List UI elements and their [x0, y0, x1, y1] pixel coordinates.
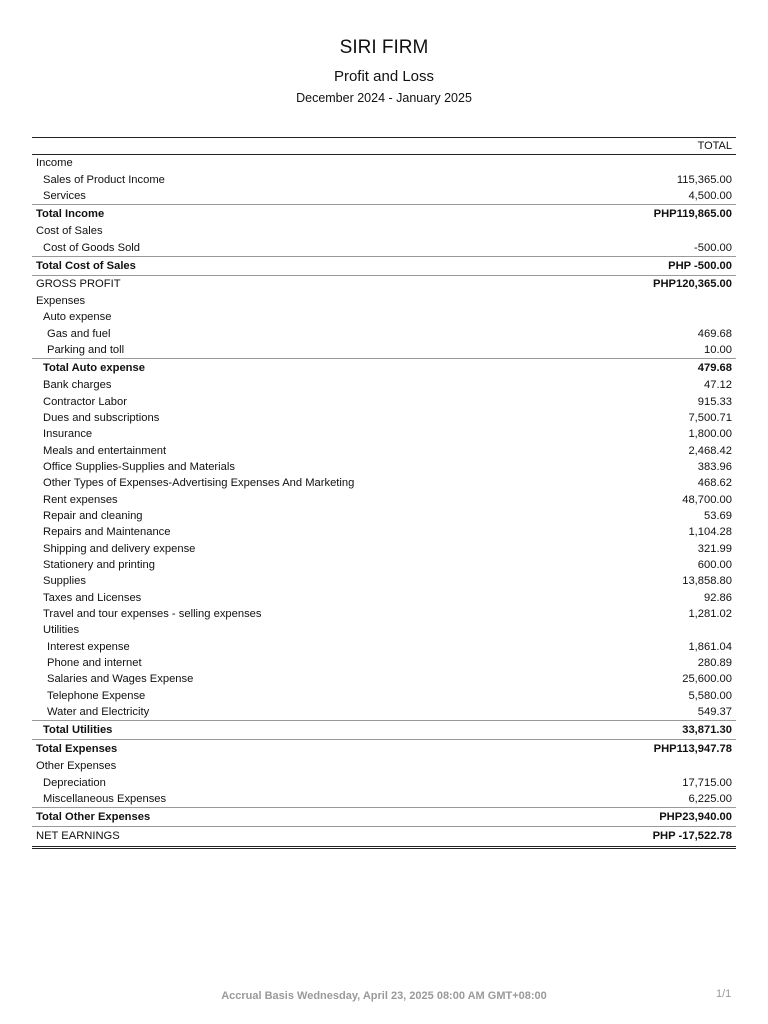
table-row	[32, 188, 736, 204]
account-amount: 549.37	[697, 706, 732, 719]
table-row	[32, 590, 736, 606]
table-row	[32, 492, 736, 508]
account-label: Total Auto expense	[43, 362, 145, 375]
account-amount: 115,365.00	[676, 173, 732, 186]
account-label: Gas and fuel	[47, 327, 111, 340]
account-label: Telephone Expense	[47, 689, 146, 702]
account-label: Contractor Labor	[43, 395, 127, 408]
table-row	[32, 508, 736, 524]
profit-loss-table	[32, 137, 736, 849]
report-footer: Accrual Basis Wednesday, April 23, 2025 08:00 AM GMT+08:00	[221, 990, 547, 1002]
table-row	[32, 704, 736, 720]
table-row	[32, 410, 736, 426]
report-period: December 2024 - January 2025	[296, 91, 472, 105]
account-label: Interest expense	[47, 640, 130, 653]
table-row	[32, 342, 736, 358]
company-name: SIRI FIRM	[339, 37, 429, 58]
account-amount: PHP119,865.00	[653, 208, 732, 221]
table-row	[32, 442, 736, 458]
account-amount: PHP113,947.78	[653, 743, 732, 756]
account-label: Insurance	[43, 428, 93, 441]
section-header-row	[32, 622, 736, 638]
account-label: Repairs and Maintenance	[43, 526, 171, 539]
table-row	[32, 377, 736, 393]
table-row	[32, 459, 736, 475]
account-label: Other Types of Expenses-Advertising Expenses And Marketing	[43, 477, 355, 490]
account-label: Rent expenses	[43, 493, 118, 506]
account-label: Depreciation	[43, 776, 106, 789]
account-label: Meals and entertainment	[43, 444, 167, 457]
table-row	[32, 775, 736, 791]
gross-profit-row	[32, 275, 736, 293]
account-amount: 13,858.80	[682, 575, 732, 588]
net-earnings-row	[32, 826, 736, 849]
account-label: Water and Electricity	[47, 706, 150, 719]
table-row	[32, 606, 736, 622]
account-label: Miscellaneous Expenses	[43, 793, 167, 806]
report-title: Profit and Loss	[333, 68, 435, 85]
account-amount: 92.86	[704, 591, 732, 604]
section-header-row	[32, 223, 736, 239]
total-row	[32, 807, 736, 826]
account-amount: 7,500.71	[688, 411, 732, 424]
total-row	[32, 739, 736, 758]
account-amount: 48,700.00	[682, 493, 732, 506]
account-label: Salaries and Wages Expense	[47, 673, 194, 686]
account-amount: 280.89	[697, 657, 732, 670]
account-label: Supplies	[43, 575, 86, 588]
account-label: Phone and internet	[47, 657, 142, 670]
account-label: Income	[36, 157, 73, 170]
account-label: Expenses	[36, 294, 86, 307]
section-header-row	[32, 155, 736, 171]
table-row	[32, 688, 736, 704]
account-label: Shipping and delivery expense	[43, 542, 196, 555]
account-amount: 6,225.00	[688, 793, 732, 806]
total-row	[32, 256, 736, 275]
table-row	[32, 426, 736, 442]
table-row	[32, 524, 736, 540]
account-label: Bank charges	[43, 379, 112, 392]
table-row	[32, 239, 736, 255]
account-amount: 53.69	[704, 510, 732, 523]
account-amount: 600.00	[697, 559, 732, 572]
account-label: Cost of Goods Sold	[43, 241, 141, 254]
account-label: Sales of Product Income	[43, 173, 165, 186]
account-label: Repair and cleaning	[43, 510, 143, 523]
account-amount: 47.12	[704, 379, 732, 392]
account-amount: 468.62	[697, 477, 732, 490]
account-amount: 321.99	[697, 542, 732, 555]
table-row	[32, 171, 736, 187]
account-label: Parking and toll	[47, 343, 125, 356]
account-amount: PHP23,940.00	[659, 811, 732, 824]
column-header-total: TOTAL	[32, 138, 736, 155]
table-row	[32, 393, 736, 409]
account-label: Services	[43, 189, 86, 202]
account-label: Dues and subscriptions	[43, 411, 160, 424]
account-label: Utilities	[43, 624, 80, 637]
table-body	[32, 155, 736, 849]
account-label: Total Expenses	[36, 743, 118, 756]
account-amount: 33,871.30	[682, 724, 732, 737]
account-label: Total Income	[36, 208, 105, 221]
page-number: 1/1	[716, 988, 732, 1000]
account-label: Total Other Expenses	[36, 811, 151, 824]
account-amount: PHP120,365.00	[653, 278, 732, 291]
account-label: Travel and tour expenses - selling expenses	[43, 608, 262, 621]
account-amount: 2,468.42	[688, 444, 732, 457]
table-row	[32, 475, 736, 491]
account-amount: 1,861.04	[688, 640, 732, 653]
account-label: GROSS PROFIT	[36, 278, 121, 291]
total-row	[32, 358, 736, 377]
account-amount: 1,281.02	[688, 608, 732, 621]
account-amount: PHP -17,522.78	[652, 830, 732, 843]
account-amount: 915.33	[697, 395, 732, 408]
table-row	[32, 671, 736, 687]
account-label: Office Supplies-Supplies and Materials	[43, 460, 235, 473]
table-row	[32, 325, 736, 341]
account-amount: 1,800.00	[688, 428, 732, 441]
account-amount: -500.00	[694, 241, 732, 254]
account-amount: 5,580.00	[688, 689, 732, 702]
table-row	[32, 655, 736, 671]
table-row	[32, 557, 736, 573]
account-amount: 383.96	[697, 460, 732, 473]
account-label: Cost of Sales	[36, 225, 103, 238]
account-label: Taxes and Licenses	[43, 591, 142, 604]
total-row	[32, 720, 736, 739]
section-header-row	[32, 309, 736, 325]
account-amount: 17,715.00	[682, 776, 732, 789]
table-row	[32, 791, 736, 807]
total-row	[32, 204, 736, 223]
account-amount: 25,600.00	[682, 673, 732, 686]
section-header-row	[32, 758, 736, 774]
account-label: Auto expense	[43, 311, 112, 324]
account-amount: 479.68	[697, 362, 732, 375]
table-row	[32, 573, 736, 589]
account-amount: 1,104.28	[688, 526, 732, 539]
account-amount: 4,500.00	[688, 189, 732, 202]
account-amount: 469.68	[697, 327, 732, 340]
section-header-row	[32, 293, 736, 309]
account-label: NET EARNINGS	[36, 830, 120, 843]
account-amount: 10.00	[704, 343, 732, 356]
account-label: Total Cost of Sales	[36, 259, 136, 272]
account-amount: PHP -500.00	[668, 259, 732, 272]
table-row	[32, 541, 736, 557]
account-label: Stationery and printing	[43, 559, 155, 572]
account-label: Total Utilities	[43, 724, 113, 737]
table-row	[32, 639, 736, 655]
account-label: Other Expenses	[36, 760, 117, 773]
